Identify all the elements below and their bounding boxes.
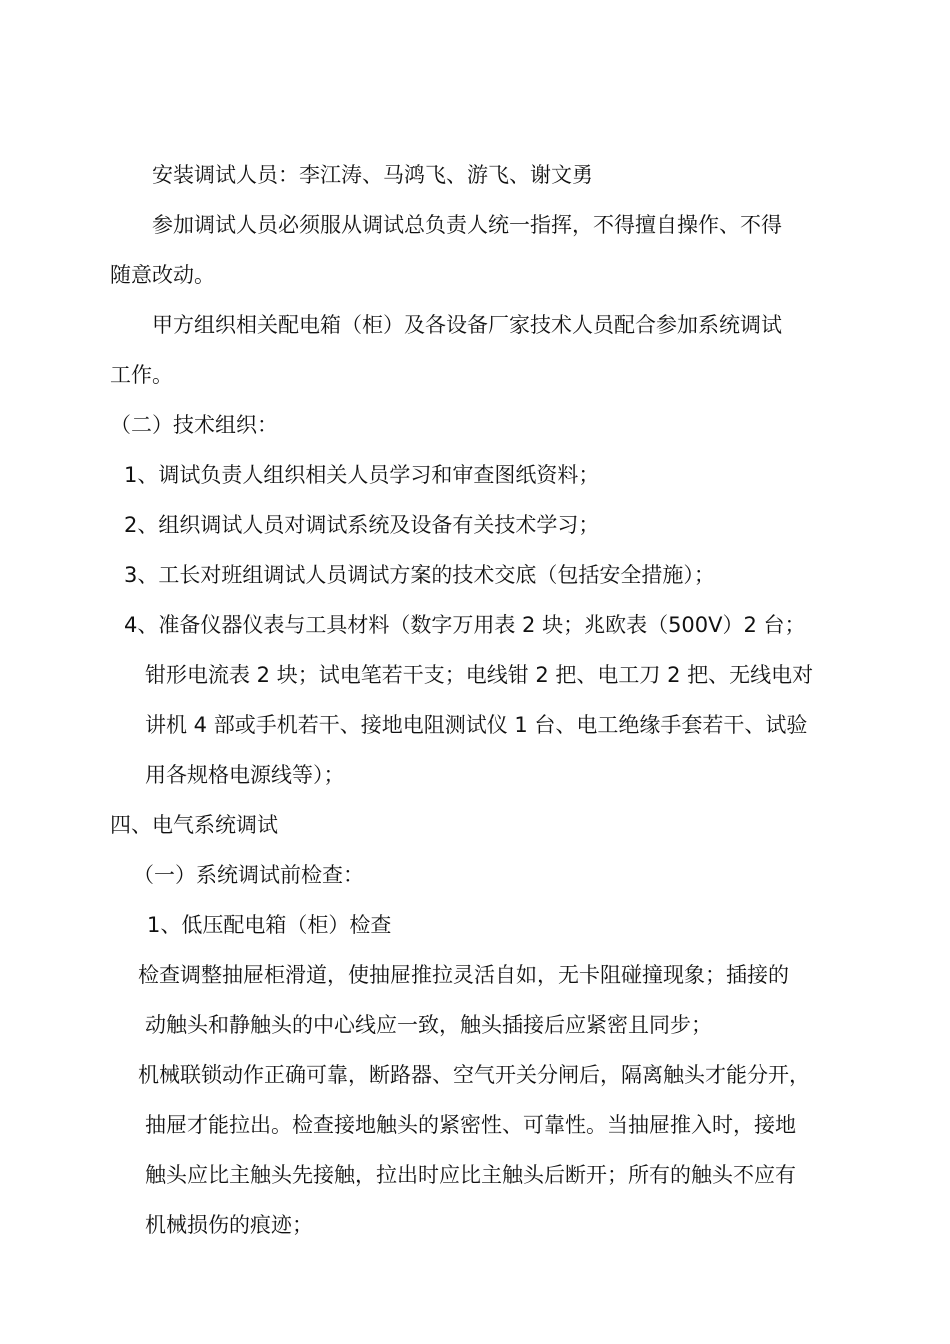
list-item-continuation: 讲机 4 部或手机若干、接地电阻测试仪 1 台、电工绝缘手套若干、试验	[145, 713, 808, 737]
paragraph-line: 机械联锁动作正确可靠，断路器、空气开关分闸后，隔离触头才能分开，	[138, 1063, 810, 1087]
paragraph-line: 机械损伤的痕迹；	[145, 1213, 313, 1237]
paragraph-line: 检查调整抽屉柜滑道，使抽屉推拉灵活自如，无卡阻碰撞现象；插接的	[138, 963, 789, 987]
subsection-heading: （一）系统调试前检查：	[133, 863, 364, 887]
paragraph-line: 甲方组织相关配电箱（柜）及各设备厂家技术人员配合参加系统调试	[152, 313, 782, 337]
paragraph-line: 工作。	[110, 363, 173, 387]
list-item: 4、准备仪器仪表与工具材料（数字万用表 2 块；兆欧表（500V）2 台；	[124, 613, 806, 637]
list-item-continuation: 用各规格电源线等）；	[145, 763, 345, 787]
list-item: 2、组织调试人员对调试系统及设备有关技术学习；	[124, 513, 600, 537]
paragraph-line: 随意改动。	[110, 263, 215, 287]
paragraph-line: 参加调试人员必须服从调试总负责人统一指挥，不得擅自操作、不得	[152, 213, 782, 237]
paragraph-line: 抽屉才能拉出。检查接地触头的紧密性、可靠性。当抽屉推入时，接地	[145, 1113, 796, 1137]
chapter-heading: 四、电气系统调试	[110, 813, 278, 837]
list-item: 3、工长对班组调试人员调试方案的技术交底（包括安全措施）；	[124, 563, 715, 587]
item-heading: 1、低压配电箱（柜）检查	[147, 913, 392, 937]
list-item: 1、调试负责人组织相关人员学习和审查图纸资料；	[124, 463, 600, 487]
section-heading: （二）技术组织：	[110, 413, 278, 437]
paragraph-line: 动触头和静触头的中心线应一致，触头插接后应紧密且同步；	[145, 1013, 712, 1037]
paragraph-line: 触头应比主触头先接触，拉出时应比主触头后断开；所有的触头不应有	[145, 1163, 796, 1187]
list-item-continuation: 钳形电流表 2 块；试电笔若干支；电线钳 2 把、电工刀 2 把、无线电对	[145, 663, 814, 687]
installer-names: 安装调试人员：李江涛、马鸿飞、游飞、谢文勇	[152, 163, 593, 187]
